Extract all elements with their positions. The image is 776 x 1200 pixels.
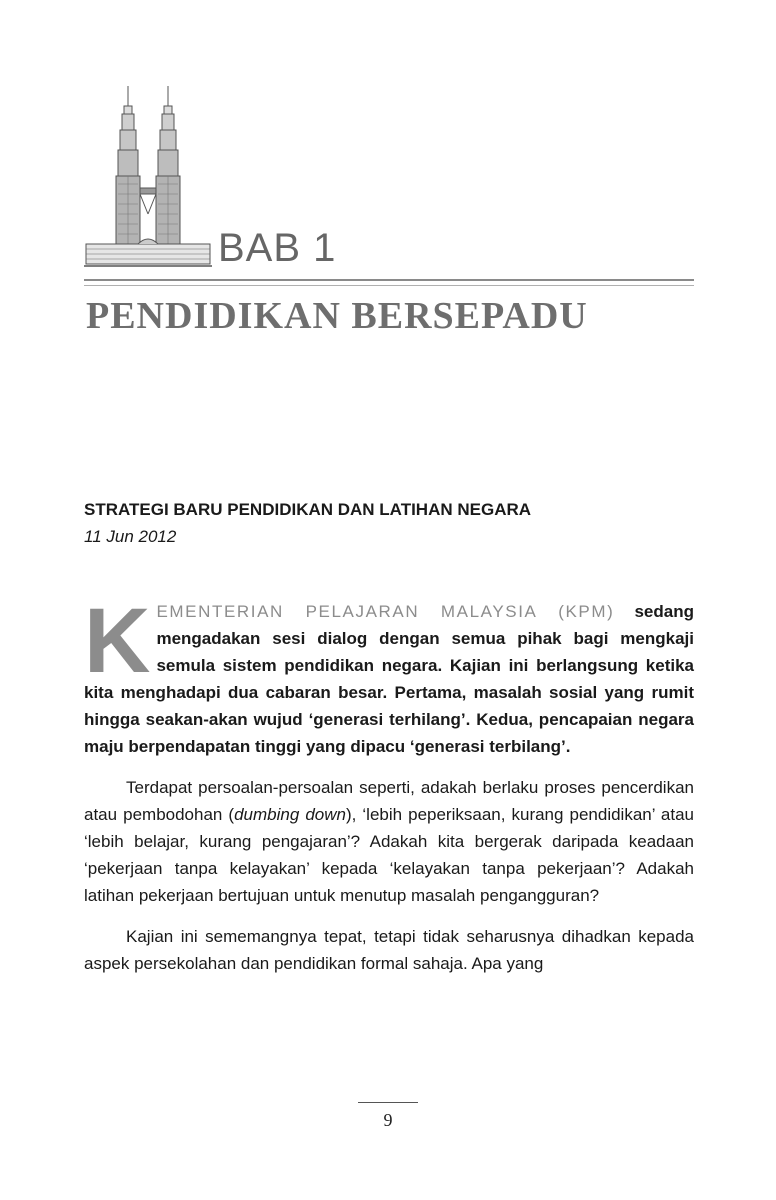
chapter-label: BAB 1 — [218, 226, 337, 270]
paragraph-2-text-b: ), ‘lebih peperiksaan, kurang pendidikan’ atau ‘lebih belajar, kurang pengajaran’? Adakah kita bergerak daripada keadaan ‘pekerjaan tanpa kelayakan’ kepada ‘kelayakan tanpa pekerjaan’? Adakah latihan pekerjaan bertujuan untuk menutup masalah pengangguran? — [84, 805, 694, 905]
paragraph-2-text-a: Terdapat persoalan-persoalan seperti, adakah berlaku proses pencerdikan atau pembodohan ( — [84, 778, 694, 824]
footer-rule — [358, 1102, 418, 1103]
lead-text: sedang mengadakan sesi dialog dengan semua pihak bagi mengkaji semula sistem pendidikan negara. Kajian ini berlangsung ketika kita menghadapi dua cabaran besar. Pertama, masalah sosial yang rumit hingga seakan-akan wujud ‘generasi terhilang’. Kedua, pencapaian negara maju berpendapatan tinggi yang dipacu ‘generasi terbilang’. — [84, 602, 694, 756]
drop-cap: K — [84, 590, 151, 692]
paragraph-3: Kajian ini sememangnya tepat, tetapi tidak seharusnya dihadkan kepada aspek persekolahan dan pendidikan formal sahaja. Apa yang — [84, 927, 694, 973]
paragraph-2 — [84, 774, 694, 909]
lead-caps: EMENTERIAN PELAJARAN MALAYSIA (KPM) — [156, 602, 615, 621]
article-date: 11 Jun 2012 — [84, 527, 177, 546]
lead-paragraph — [84, 590, 694, 760]
page-number: 9 — [383, 1110, 393, 1130]
article-body — [84, 590, 694, 977]
petronas-towers-icon — [84, 84, 212, 270]
paragraph-2-italic: dumbing down — [234, 805, 346, 824]
chapter-rule — [84, 279, 694, 281]
article-heading: STRATEGI BARU PENDIDIKAN DAN LATIHAN NEGARA — [84, 500, 532, 519]
chapter-title: PENDIDIKAN BERSEPADU — [86, 295, 588, 337]
chapter-rule-thin — [84, 285, 694, 286]
